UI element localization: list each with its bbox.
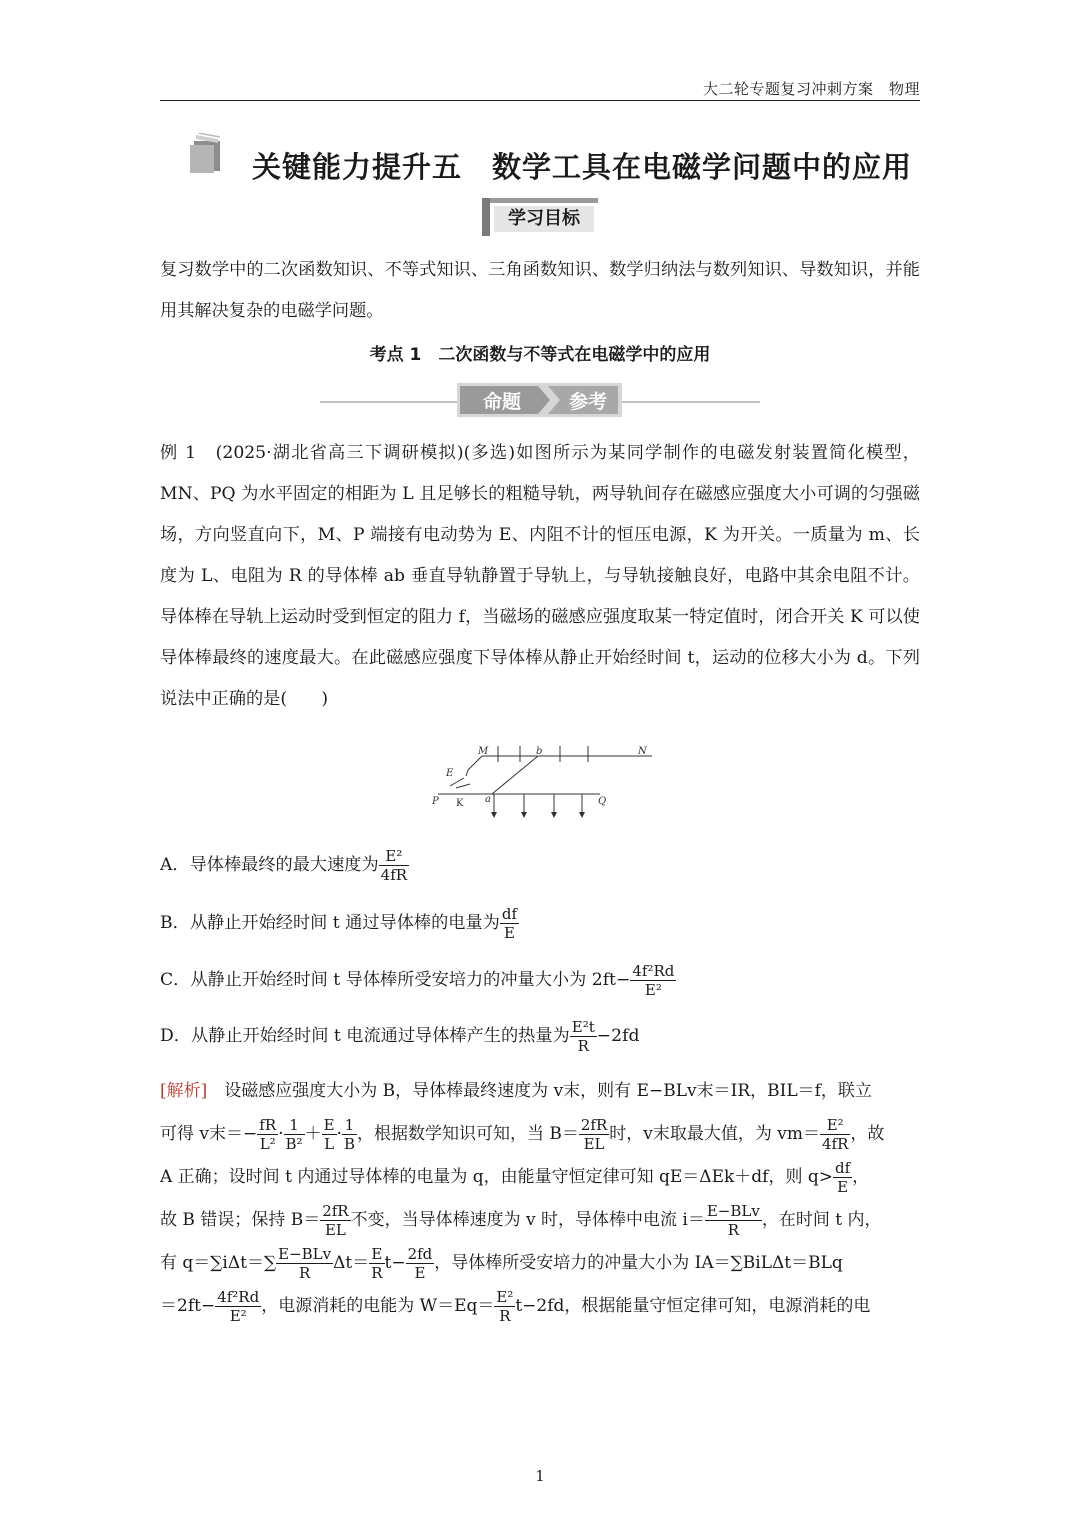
option-C: C．从静止开始经时间 t 导体棒所受安培力的冲量大小为 2ft− $\frac{\text{4f²Rd}}{\text{E²}}$ [160, 962, 675, 999]
analysis [160, 1070, 920, 1328]
label-M: M [478, 746, 489, 757]
label-N: N [638, 746, 647, 757]
section-title: 考点 1 二次函数与不等式在电磁学中的应用 [369, 345, 711, 365]
option-A: A．导体棒最终的最大速度为 $\frac{\text{E²}}{4fR}$ [160, 847, 408, 884]
learning-goal-label: 学习目标 [494, 206, 594, 232]
analysis-label: [解析] [160, 1081, 208, 1101]
label-Q: Q [598, 796, 607, 807]
banner-right-text: 参考 [568, 391, 608, 413]
running-header: 大二轮专题复习冲刺方案 物理 [702, 80, 920, 98]
rail-diagram [420, 742, 660, 826]
analysis-line-2: 可得 v末＝− $\frac{fR}{\text{L²}}$ · $\frac{1}{\text{B²}}$ ＋ $\frac{E}{L}$ · $\frac{1}{B}$ ，根据数学知识可知，当 B＝ $\frac{2fR}{EL}$ 时，v末取最大值，为 vm＝ $\frac{\text{E²}}{4fR}$ ，故 [160, 1116, 885, 1153]
analysis-line-1: [解析] 设磁感应强度大小为 B，导体棒最终速度为 v末，则有 E−BLv末＝IR，BIL＝f，联立 [160, 1081, 872, 1101]
analysis-line-5: 有 q＝∑iΔt＝∑ $\frac{\text{E−BLv}}{R}$ Δt＝ $\frac{E}{R}$ t− $\frac{2fd}{E}$ ，导体棒所受安培力的冲量大小为 IA＝∑BiLΔt＝BLq [160, 1245, 843, 1282]
intro-paragraph: 复习数学中的二次函数知识、不等式知识、三角函数知识、数学归纳法与数列知识、导数知识，并能用其解决复杂的电磁学问题。 [160, 260, 920, 321]
analysis-line-6: ＝2ft− $\frac{\text{4f²Rd}}{\text{E²}}$ ，电源消耗的电能为 W＝Eq＝ $\frac{\text{E²}}{R}$ t−2fd，根据能量守恒定律可知，电源消耗的电 [160, 1288, 871, 1325]
analysis-line-4: 故 B 错误；保持 B＝ $\frac{2fR}{EL}$ 不变，当导体棒速度为 v 时，导体棒中电流 i＝ $\frac{\text{E−BLv}}{R}$ ，在时间 t 内， [160, 1202, 882, 1239]
page-number: 1 [535, 1467, 545, 1485]
topic-banner [320, 380, 760, 420]
example-1 [160, 433, 920, 720]
option-B: B．从静止开始经时间 t 通过导体棒的电量为 $\frac{df}{E}$ [160, 905, 517, 942]
page-title: 关键能力提升五 数学工具在电磁学问题中的应用 [252, 150, 913, 184]
label-b: b [536, 746, 543, 757]
label-a: a [485, 794, 491, 805]
book-icon [190, 133, 222, 173]
label-K: K [456, 798, 464, 809]
example-label: 例 1 [160, 443, 197, 463]
label-P: P [432, 796, 439, 807]
banner-left-text: 命题 [482, 391, 522, 413]
learning-goal-badge [482, 198, 598, 236]
option-D: D．从静止开始经时间 t 电流通过导体棒产生的热量为 $\frac{\text{E²t}}{R}$ −2fd [160, 1018, 640, 1055]
analysis-line-3: A 正确；设时间 t 内通过导体棒的电量为 q，由能量守恒定律可知 qE＝ΔEk＋df，则 q> $\frac{df}{E}$ ， [160, 1159, 870, 1196]
example-text: (2025·湖北省高三下调研模拟)(多选)如图所示为某同学制作的电磁发射装置简化模型，MN、PQ 为水平固定的相距为 L 且足够长的粗糙导轨，两导轨间存在磁感应强度大小可调的匀强磁场，方向竖直向下，M、P 端接有电动势为 E、内阻不计的恒压电源，K 为开关。一质量为 m、长度为 L、电阻为 R 的导体棒 ab 垂直导轨静置于导轨上，与导轨接触良好，电路中其余电阻不计。导体棒在导轨上运动时受到恒定的阻力 f，当磁场的磁感应强度取某一特定值时，闭合开关 K 可以使导体棒最终的速度最大。在此磁感应强度下导体棒从静止开始经时间 t，运动的位移大小为 d。下列说法中正确的是( ) [160, 443, 920, 709]
label-E: E [446, 768, 454, 779]
header-rule [160, 100, 920, 101]
